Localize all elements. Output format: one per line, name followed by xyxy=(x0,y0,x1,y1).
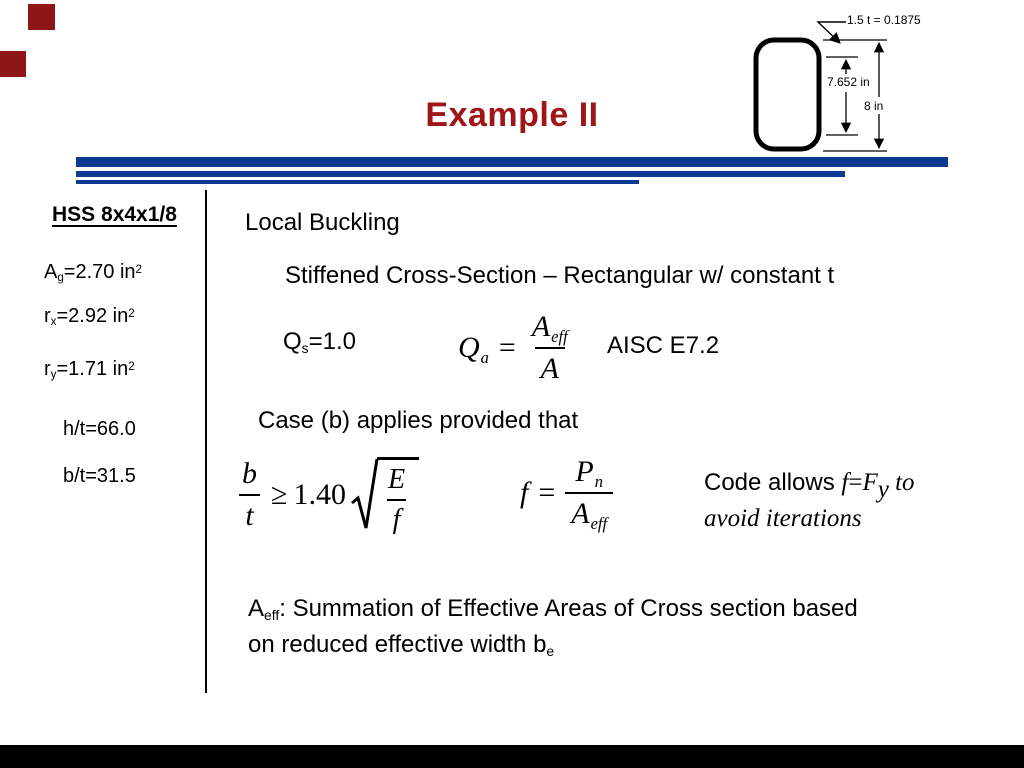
vertical-divider xyxy=(205,190,207,693)
aeff-note-line2 xyxy=(248,628,928,664)
hss-shape-outline xyxy=(756,40,819,149)
code-note-F: F xyxy=(862,469,878,496)
qa-lhs xyxy=(458,331,489,368)
bt-numerator: b xyxy=(242,457,257,490)
code-note xyxy=(704,466,954,535)
radical-content xyxy=(377,457,419,534)
property-ry-base: r xyxy=(44,358,51,380)
bt-fraction xyxy=(236,459,263,531)
radical xyxy=(350,456,419,534)
aeff-base: A xyxy=(248,595,265,622)
qa-equals: = xyxy=(498,331,516,364)
bottom-black-bar xyxy=(0,745,1024,768)
equation-bt-limit xyxy=(236,456,419,534)
code-note-f: f xyxy=(841,469,849,496)
blue-rule-2 xyxy=(76,171,845,177)
corner-red-square-top xyxy=(28,4,55,30)
qs-value xyxy=(283,328,356,357)
property-rx-value: =2.92 in xyxy=(56,305,129,327)
content-heading: Local Buckling xyxy=(245,209,400,236)
qa-num-sub: eff xyxy=(551,327,568,347)
bt-denominator: t xyxy=(239,494,259,531)
f-num-base: P xyxy=(575,455,594,488)
ef-numerator: E xyxy=(387,464,406,495)
property-rx xyxy=(44,304,135,328)
f-lhs: f xyxy=(520,476,529,509)
qa-lhs-base: Q xyxy=(458,331,480,364)
inner-height-label: 7.652 in xyxy=(827,75,870,89)
equation-f xyxy=(520,455,613,534)
aeff-note xyxy=(248,592,928,664)
property-ry-value: =1.71 in xyxy=(56,358,129,380)
radical-sign xyxy=(350,456,379,532)
property-rx-base: r xyxy=(44,305,51,327)
property-bt: b/t=31.5 xyxy=(63,465,136,487)
f-den-base: A xyxy=(571,497,590,530)
code-note-line2: avoid iterations xyxy=(704,505,862,532)
code-note-equals: = xyxy=(848,469,863,496)
thickness-label: 1.5 t = 0.1875 xyxy=(847,13,921,27)
property-ry-sub: y xyxy=(50,368,57,382)
property-ag xyxy=(44,260,142,284)
aeff-line2-sub: e xyxy=(546,642,555,659)
slide-title: Example II xyxy=(425,96,599,134)
code-note-suffix: to xyxy=(888,469,915,496)
aeff-note-line1 xyxy=(248,592,928,628)
aeff-line2-text: on reduced effective width b xyxy=(248,631,547,658)
property-ag-value: =2.70 in xyxy=(63,261,136,283)
property-ag-sup: 2 xyxy=(135,262,142,276)
property-ht: h/t=66.0 xyxy=(63,418,136,440)
equation-qa xyxy=(458,312,574,384)
f-equals: = xyxy=(538,476,556,509)
corner-red-square-left xyxy=(0,51,26,77)
f-numerator xyxy=(569,457,609,492)
bt-coefficient: 1.40 xyxy=(293,478,346,511)
f-fraction xyxy=(565,455,613,534)
aisc-reference: AISC E7.2 xyxy=(607,332,720,359)
content-subheading: Stiffened Cross-Section – Rectangular w/ constant t xyxy=(285,262,835,289)
blue-rule-3 xyxy=(76,180,639,184)
code-note-prefix: Code allows xyxy=(704,469,842,496)
qa-numerator xyxy=(526,312,574,347)
code-note-line1 xyxy=(704,466,954,502)
f-denominator xyxy=(565,492,613,534)
blue-rule-1 xyxy=(76,157,948,167)
outer-height-label: 8 in xyxy=(864,99,884,113)
section-designation: HSS 8x4x1/8 xyxy=(52,203,177,226)
code-note-F-sub: y xyxy=(877,476,889,503)
qa-denominator: A xyxy=(535,347,565,384)
ef-denominator: f xyxy=(387,499,407,534)
qa-fraction xyxy=(526,312,574,384)
property-ag-sub: g xyxy=(57,271,64,285)
property-rx-sub: x xyxy=(50,315,57,329)
qa-lhs-sub: a xyxy=(480,348,489,368)
qa-num-base: A xyxy=(531,310,551,343)
f-den-sub: eff xyxy=(590,514,608,534)
bt-relation: ≥ xyxy=(271,478,288,511)
property-ry-sup: 2 xyxy=(128,359,135,373)
qs-rest: =1.0 xyxy=(308,328,357,355)
case-line: Case (b) applies provided that xyxy=(258,407,579,434)
ef-fraction xyxy=(382,466,411,534)
aeff-line1-rest: : Summation of Effective Areas of Cross section based xyxy=(279,595,858,622)
f-num-sub: n xyxy=(594,472,603,492)
qs-base: Q xyxy=(283,328,302,355)
property-ry xyxy=(44,357,135,381)
aeff-sub: eff xyxy=(264,606,280,623)
property-ag-base: A xyxy=(44,261,58,283)
property-rx-sup: 2 xyxy=(128,306,135,320)
qs-sub: s xyxy=(301,339,309,356)
